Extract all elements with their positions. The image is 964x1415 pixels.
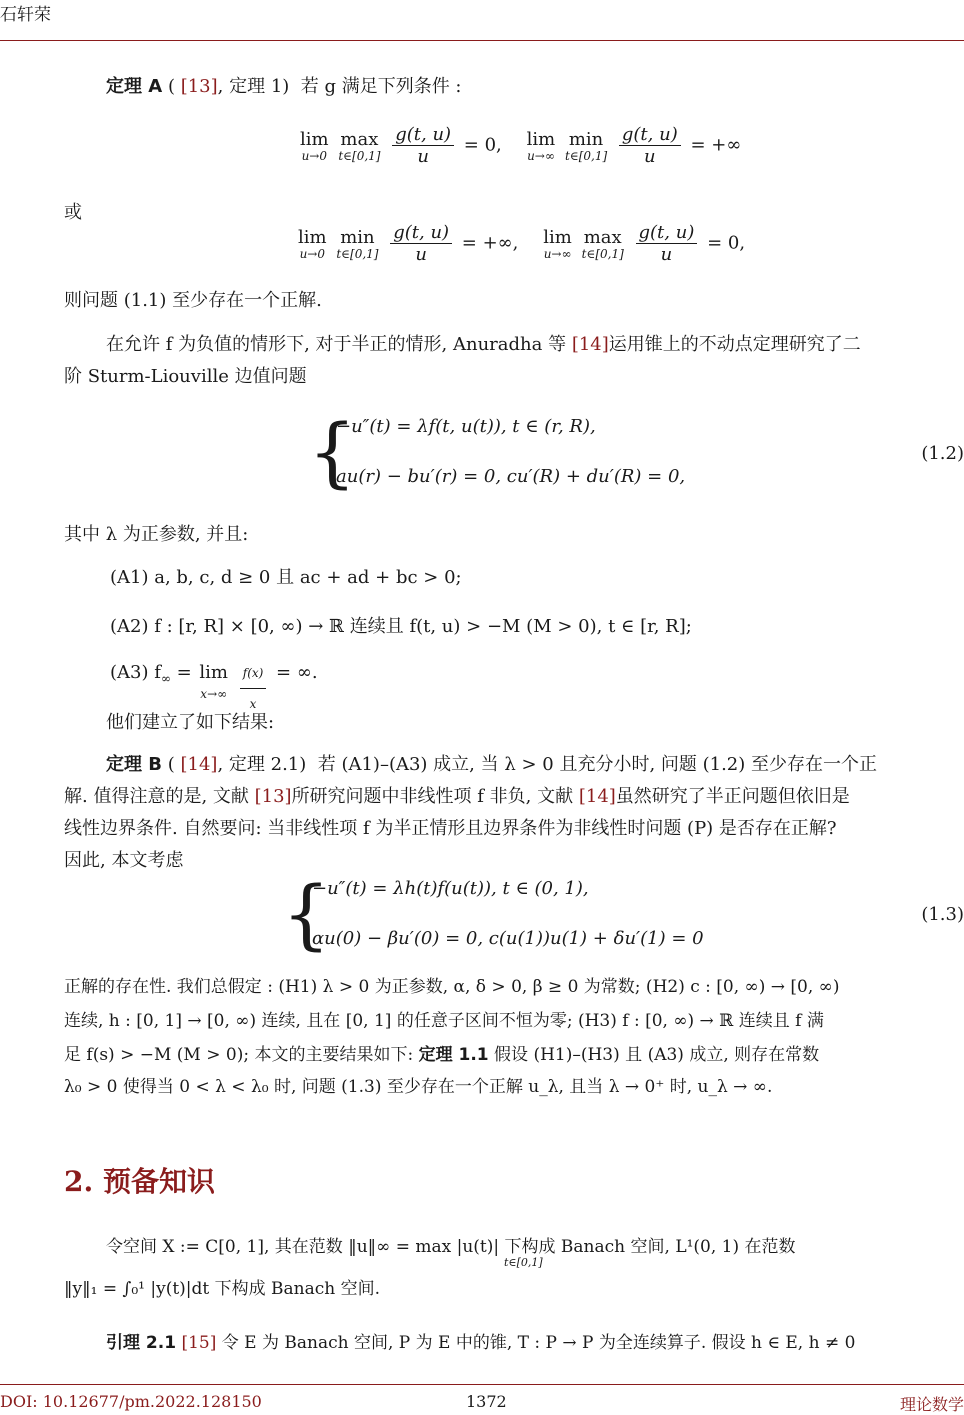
max-operator: max t∈[0,1] (581, 227, 624, 261)
theorem-a-cite: , 定理 1) (217, 76, 290, 97)
min-operator: min t∈[0,1] (336, 227, 379, 261)
left-brace: { (308, 407, 357, 496)
lemma-2-1: 引理 2.1 [15] 令 E 为 Banach 空间, P 为 E 中的锥, T : P → P 为全连续算子. 假设 h ∈ E, h ≠ 0 (106, 1333, 856, 1353)
norm-max-subscript: t∈[0,1] (504, 1256, 543, 1269)
left-brace: { (282, 869, 331, 958)
theorem-b-line-2: 解. 值得注意的是, 文献 [13]所研究问题中非线性项 f 非负, 文献 [14]虽然研究了半正问题但依旧是 (64, 786, 850, 807)
fraction: $\frac{g(t, u)}{u}$ (619, 124, 681, 167)
theorem-a-ref[interactable]: [13] (180, 76, 218, 97)
lim-operator: lim u→0 (298, 227, 327, 261)
lim-operator: lim u→∞ (543, 227, 572, 261)
equation-rhs: = +∞, (461, 232, 519, 254)
condition-a1: (A1) a, b, c, d ≥ 0 且 ac + ad + bc > 0; (110, 567, 462, 588)
theorem-b-line-1: 定理 B ( [14], 定理 2.1) 若 (A1)–(A3) 成立, 当 λ > 0 且充分小时, 问题 (1.2) 至少存在一个正 (106, 754, 877, 775)
paragraph-2-line-3: 足 f(s) > −M (M > 0); 本文的主要结果如下: 定理 1.1 假设 (H1)–(H3) 且 (A3) 成立, 则存在常数 (64, 1045, 820, 1065)
or-text: 或 (64, 202, 82, 223)
ref-14[interactable]: [14] (578, 786, 616, 807)
header-author: 石轩荣 (0, 5, 51, 25)
equation-rhs: = 0, (707, 232, 746, 254)
min-operator: min t∈[0,1] (565, 129, 608, 163)
theorem-b-line-4: 因此, 本文考虑 (64, 850, 184, 871)
header-divider (0, 40, 964, 41)
ref-15[interactable]: [15] (181, 1333, 217, 1353)
section-2-title: 2. 预备知识 (64, 1165, 215, 1198)
paragraph-1-line-1: 在允许 f 为负值的情形下, 对于半正的情形, Anuradha 等 [14]运用锥上的不动点定理研究了二 (106, 334, 861, 355)
eq-1-3-row-1: −u″(t) = λh(t)f(u(t)), t ∈ (0, 1), (312, 878, 589, 899)
section-2-paragraph-line-2: ‖y‖₁ = ∫₀¹ |y(t)|dt 下构成 Banach 空间. (64, 1279, 381, 1299)
paragraph-1-line-2: 阶 Sturm-Liouville 边值问题 (64, 366, 307, 387)
paragraph-2-line-4: λ₀ > 0 使得当 0 < λ < λ₀ 时, 问题 (1.3) 至少存在一个正解 u_λ, 且当 λ → 0⁺ 时, u_λ → ∞. (64, 1077, 773, 1097)
theorem-a-conclusion: 则问题 (1.1) 至少存在一个正解. (64, 290, 322, 311)
eq-1-2-row-2: au(r) − bu′(r) = 0, cu′(R) + du′(R) = 0, (336, 466, 686, 487)
fraction: $\frac{g(t, u)}{u}$ (392, 124, 454, 167)
paragraph-2-line-2: 连续, h : [0, 1] → [0, ∞) 连续, 且在 [0, 1] 的任意子区间不恒为零; (H3) f : [0, ∞) → ℝ 连续且 f 满 (64, 1011, 824, 1031)
equation-number-1-3: (1.3) (921, 904, 964, 925)
footer-divider (0, 1384, 964, 1385)
ref-14[interactable]: [14] (571, 334, 609, 355)
footer-journal-name: 理论数学 (899, 1395, 964, 1414)
equation-rhs: = 0, (463, 134, 502, 156)
theorem-a-text: 若 g 满足下列条件 : (300, 76, 462, 97)
lemma-2-1-label: 引理 2.1 (106, 1333, 177, 1353)
lim-operator: lim u→∞ (526, 129, 556, 163)
paragraph-2-line-1: 正解的存在性. 我们总假定 : (H1) λ > 0 为正参数, α, δ > 0, β ≥ 0 为常数; (H2) c : [0, ∞) → [0, ∞) (64, 977, 840, 997)
theorem-b-line-3: 线性边界条件. 自然要问: 当非线性项 f 为半正情形且边界条件为非线性时问题 (P) 是否存在正解? (64, 818, 837, 839)
section-2-paragraph-line-1: 令空间 X := C[0, 1], 其在范数 ‖u‖∞ = max |u(t)| 下构成 Banach 空间, L¹(0, 1) 在范数 (106, 1237, 796, 1257)
theorem-b-label: 定理 B (106, 754, 162, 775)
fraction: $\frac{g(t, u)}{u}$ (636, 222, 698, 265)
result-intro: 他们建立了如下结果: (106, 712, 275, 733)
theorem-a-equation-2 (296, 222, 745, 265)
ref-13[interactable]: [13] (254, 786, 292, 807)
theorem-a-open-paren: ( (167, 76, 175, 97)
equation-rhs: = +∞ (690, 134, 742, 156)
theorem-a-label: 定理 A (106, 76, 163, 97)
theorem-a-equation-1 (298, 124, 741, 167)
condition-a2: (A2) f : [r, R] × [0, ∞) → ℝ 连续且 f(t, u) > −M (M > 0), t ∈ [r, R]; (110, 616, 692, 637)
fraction: $\frac{g(t, u)}{u}$ (390, 222, 452, 265)
max-operator: max t∈[0,1] (338, 129, 381, 163)
eq-1-2-row-1: −u″(t) = λf(t, u(t)), t ∈ (r, R), (336, 416, 596, 437)
condition-a3: (A3) $f_\infty = \lim$ x→∞ $\frac{f(x)}{x}$ = ∞. (110, 658, 964, 719)
theorem-1-1-label: 定理 1.1 (418, 1045, 489, 1065)
lim-operator: lim u→0 (300, 129, 329, 163)
conditions-intro: 其中 λ 为正参数, 并且: (64, 524, 249, 545)
footer-doi-link[interactable]: DOI: 10.12677/pm.2022.128150 (0, 1392, 262, 1411)
eq-1-3-row-2: αu(0) − βu′(0) = 0, c(u(1))u(1) + δu′(1) = 0 (312, 928, 704, 949)
theorem-a-statement (106, 72, 964, 102)
equation-number-1-2: (1.2) (921, 443, 964, 464)
footer-page-number: 1372 (466, 1392, 507, 1411)
theorem-b-ref[interactable]: [14] (180, 754, 218, 775)
